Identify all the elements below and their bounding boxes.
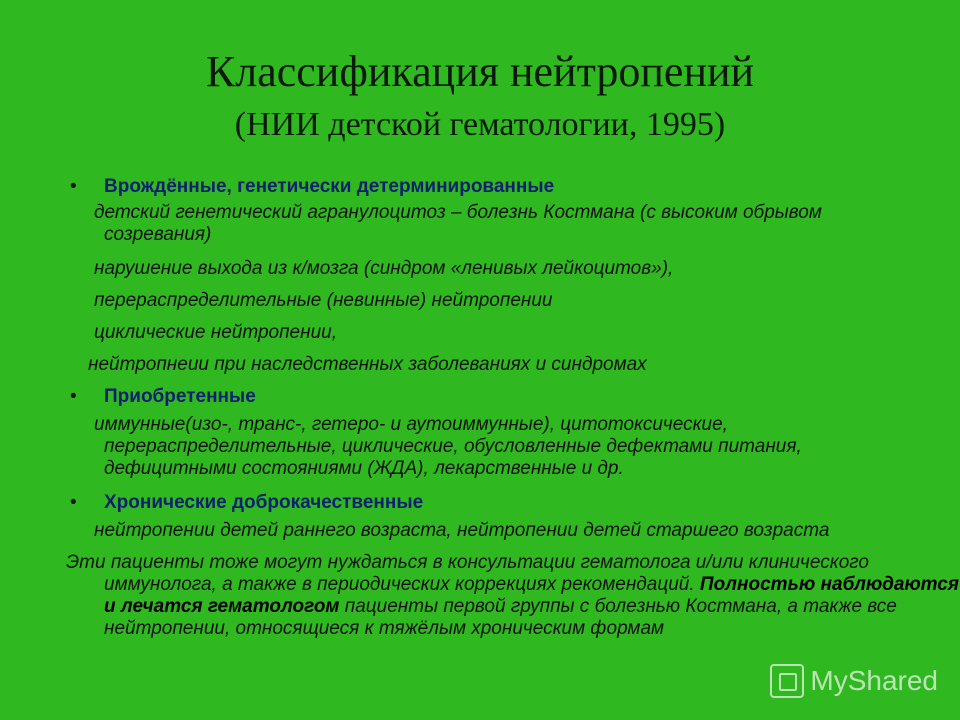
list-item: циклические нейтропении,	[94, 322, 337, 343]
bullet-icon: •	[70, 492, 77, 513]
list-item: нейтропении детей раннего возраста, нейтропении детей старшего возраста	[94, 520, 830, 541]
list-item: иммунные(изо-, транс-, гетеро- и аутоиммунные), цитотоксические, перераспределительные, циклические, обусловленные дефектами питания, дефицитными состояниями (ЖДА), лекарственные и др.	[94, 414, 802, 479]
list-item: перераспределительные (невинные) нейтропении	[94, 290, 553, 311]
list-item: нейтропнеии при наследственных заболеваниях и синдромах	[88, 354, 647, 375]
title-block	[0, 48, 960, 144]
watermark-label: MyShared	[810, 665, 938, 696]
note-paragraph	[66, 552, 960, 640]
section-heading-congenital	[66, 176, 926, 198]
section-heading-acquired	[66, 386, 926, 408]
list-item: детский генетический агранулоцитоз – болезнь Костмана (с высоким обрывом созревания)	[94, 202, 822, 245]
section-heading-chronic	[66, 492, 926, 514]
note-text-part2: пациенты первой группы с болезнью Костмана, а также все нейтропении, относящиеся к тяжёлым хроническим формам	[104, 596, 897, 639]
list-item: нарушение выхода из к/мозга (синдром «ленивых лейкоцитов»),	[94, 258, 674, 279]
bullet-icon: •	[70, 386, 77, 407]
slide-title: Классификация нейтропений	[205, 47, 755, 96]
watermark	[770, 664, 938, 698]
section-heading-label: Приобретенные	[104, 386, 256, 407]
slide-subtitle: (НИИ детской гематологии, 1995)	[234, 106, 726, 144]
slide-content	[66, 176, 926, 542]
section-heading-label: Врождённые, генетически детерминированные	[104, 176, 555, 197]
bullet-icon: •	[70, 176, 77, 197]
section-heading-label: Хронические доброкачественные	[104, 492, 424, 513]
myshared-logo-icon	[770, 664, 804, 698]
note-emphasis: Полностью наблюдаются и лечатся гематологом	[104, 574, 959, 617]
note-text-part1: Эти пациенты тоже могут нуждаться в консультации гематолога и/или клинического иммунолога, а также в периодических коррекциях рекомендаций.	[66, 552, 870, 595]
